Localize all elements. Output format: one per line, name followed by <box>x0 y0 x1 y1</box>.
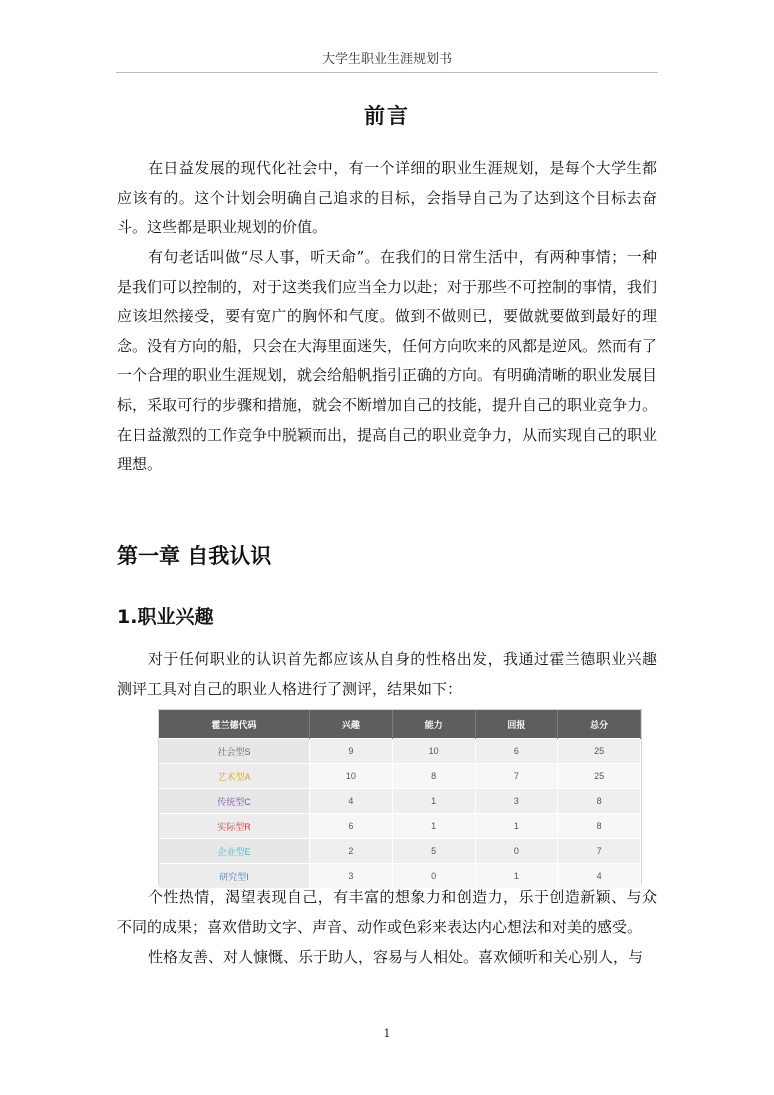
preface-title: 前言 <box>364 103 410 128</box>
column-header-reward: 回报 <box>475 710 558 739</box>
interest-cell: 6 <box>310 814 393 839</box>
holland-code-cell: 艺术型A <box>159 764 310 789</box>
total-cell: 8 <box>558 814 641 839</box>
table-row <box>159 739 641 764</box>
interest-cell: 3 <box>310 864 393 889</box>
holland-code-cell: 社会型S <box>159 739 310 764</box>
reward-cell: 6 <box>475 739 558 764</box>
column-header-total: 总分 <box>558 710 641 739</box>
table-row <box>159 789 641 814</box>
interest-cell: 4 <box>310 789 393 814</box>
ability-cell: 0 <box>392 864 475 889</box>
holland-code-cell: 企业型E <box>159 839 310 864</box>
interest-cell: 10 <box>310 764 393 789</box>
column-header-ability: 能力 <box>392 710 475 739</box>
column-header-interest: 兴趣 <box>310 710 393 739</box>
header-divider <box>116 72 658 73</box>
interest-cell: 2 <box>310 839 393 864</box>
preface-paragraph-2: 有句老话叫做“尽人事，听天命”。在我们的日常生活中，有两种事情；一种是我们可以控制的，对于这类我们应当全力以赴；对于那些不可控制的事情，我们应该坦然接受，要有宽广的胸怀和气度。做到不做则已，要做就要做到最好的理念。没有方向的船，只会在大海里面迷失，任何方向吹来的风都是逆风。然而有了一个合理的职业生涯规划，就会给船帆指引正确的方向。有明确清晰的职业发展目标，采取可行的步骤和措施，就会不断增加自己的技能，提升自己的职业竞争力。在日益激烈的工作竞争中脱颖而出，提高自己的职业竞争力，从而实现自己的职业理想。 <box>117 248 658 474</box>
reward-cell: 7 <box>475 764 558 789</box>
total-cell: 25 <box>558 764 641 789</box>
reward-cell: 0 <box>475 839 558 864</box>
ability-cell: 8 <box>392 764 475 789</box>
holland-code-cell: 研究型I <box>159 864 310 889</box>
holland-code-table <box>158 709 642 885</box>
chapter-title: 第一章 自我认识 <box>117 544 272 568</box>
page-number: 1 <box>383 1027 391 1040</box>
personality-paragraph-1: 个性热情，渴望表现自己，有丰富的想象力和创造力，乐于创造新颖、与众不同的成果；喜欢借助文字、声音、动作或色彩来表达内心想法和对美的感受。 <box>117 888 657 936</box>
table-header-row <box>159 710 641 739</box>
table-row <box>159 764 641 789</box>
column-header-code: 霍兰德代码 <box>159 710 310 739</box>
total-cell: 25 <box>558 739 641 764</box>
personality-paragraph-2: 性格友善、对人慷慨、乐于助人，容易与人相处。喜欢倾听和关心别人，与 <box>148 948 644 966</box>
interest-cell: 9 <box>310 739 393 764</box>
section-title: 1.职业兴趣 <box>117 606 214 628</box>
table-row <box>159 814 641 839</box>
section-intro: 对于任何职业的认识首先都应该从自身的性格出发，我通过霍兰德职业兴趣测评工具对自己的职业人格进行了测评，结果如下： <box>117 650 657 698</box>
page-header: 大学生职业生涯规划书 <box>321 52 452 67</box>
total-cell: 4 <box>558 864 641 889</box>
ability-cell: 1 <box>392 789 475 814</box>
total-cell: 7 <box>558 839 641 864</box>
reward-cell: 1 <box>475 814 558 839</box>
total-cell: 8 <box>558 789 641 814</box>
ability-cell: 10 <box>392 739 475 764</box>
ability-cell: 1 <box>392 814 475 839</box>
reward-cell: 1 <box>475 864 558 889</box>
reward-cell: 3 <box>475 789 558 814</box>
ability-cell: 5 <box>392 839 475 864</box>
holland-code-cell: 实际型R <box>159 814 310 839</box>
preface-paragraph-1: 在日益发展的现代化社会中，有一个详细的职业生涯规划，是每个大学生都应该有的。这个计划会明确自己追求的目标，会指导自己为了达到这个目标去奋斗。这些都是职业规划的价值。 <box>117 159 657 237</box>
table-row <box>159 839 641 864</box>
holland-code-cell: 传统型C <box>159 789 310 814</box>
